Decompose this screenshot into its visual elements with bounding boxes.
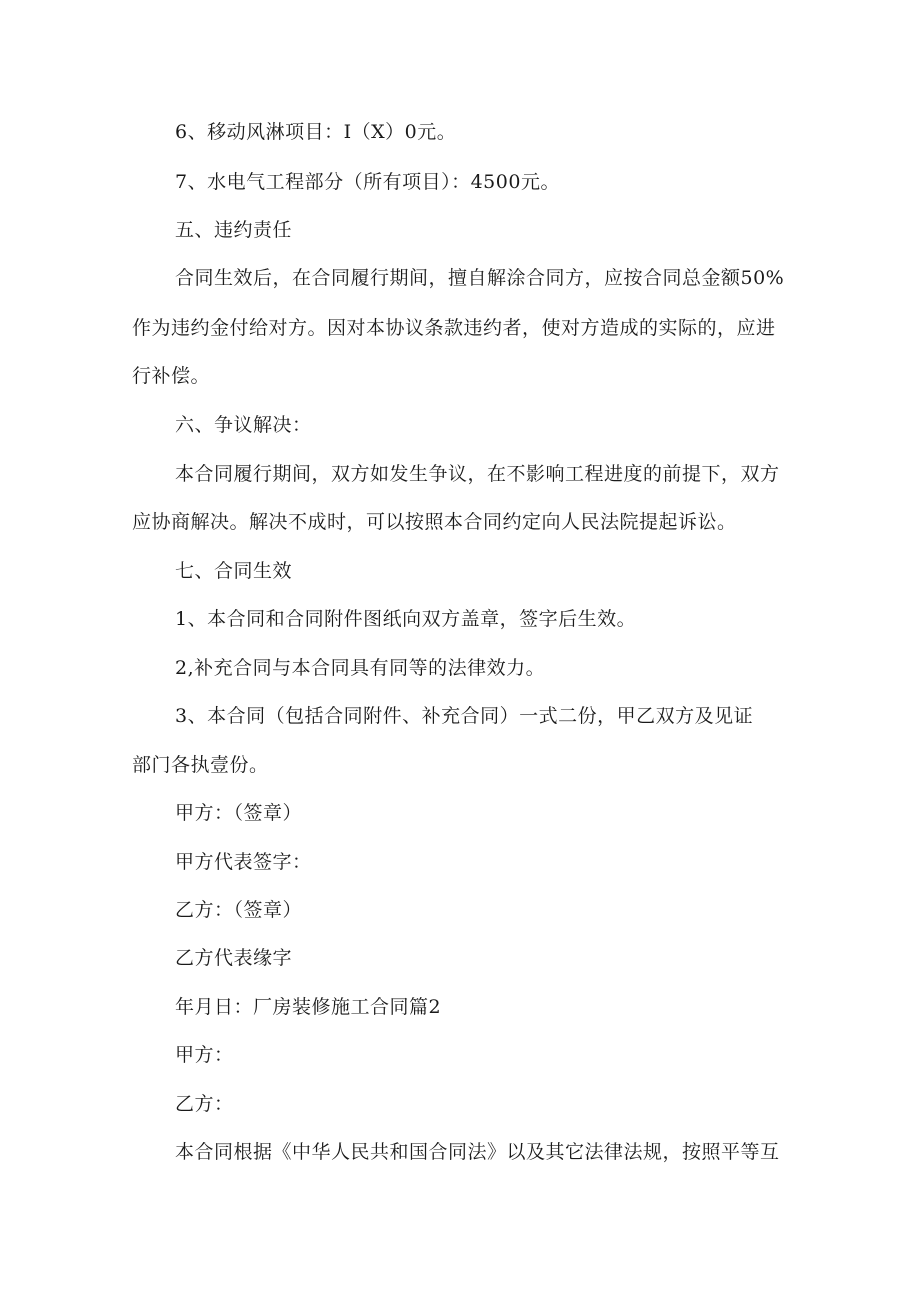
paragraph-line: 本合同履行期间，双方如发生争议，在不影响工程进度的前提下，双方 — [175, 463, 780, 485]
party-b-rep-signature: 乙方代表缘字 — [175, 947, 293, 969]
clause-item-2: 2,补充合同与本合同具有同等的法律效力。 — [175, 657, 546, 679]
party-b-seal: 乙方：（签章） — [175, 899, 303, 921]
clause-item-7: 7、水电气工程部分（所有项目）：4500元。 — [175, 171, 560, 193]
clause-item-3: 3、本合同（包括合同附件、补充合同）一式二份，甲乙双方及见证 — [175, 705, 754, 727]
section-heading-dispute: 六、争议解决： — [175, 414, 312, 436]
party-a-seal: 甲方：（签章） — [175, 802, 303, 824]
party-a-rep-signature: 甲方代表签字： — [175, 851, 312, 873]
paragraph-line: 应协商解决。解决不成时，可以按照本合同约定向人民法院提起诉讼。 — [132, 511, 737, 533]
date-and-title-line: 年月日：厂房装修施工合同篇2 — [175, 996, 442, 1018]
clause-item-6: 6、移动风淋项目：I（X）0元。 — [175, 121, 457, 143]
paragraph-line: 本合同根据《中华人民共和国合同法》以及其它法律法规，按照平等互 — [175, 1141, 780, 1163]
party-a-label: 甲方： — [175, 1044, 234, 1066]
paragraph-line: 合同生效后，在合同履行期间，擅自解涂合同方，应按合同总金额50% — [175, 267, 785, 289]
clause-item-1: 1、本合同和合同附件图纸向双方盖章，签字后生效。 — [175, 608, 637, 630]
section-heading-effect: 七、合同生效 — [175, 560, 293, 582]
party-b-label: 乙方： — [175, 1093, 234, 1115]
paragraph-line: 部门各执壹份。 — [132, 754, 269, 776]
paragraph-line: 作为违约金付给对方。因对本协议条款违约者，使对方造成的实际的，应进 — [132, 317, 776, 339]
section-heading-breach: 五、违约责任 — [175, 219, 293, 241]
paragraph-line: 行补偿。 — [132, 365, 211, 387]
